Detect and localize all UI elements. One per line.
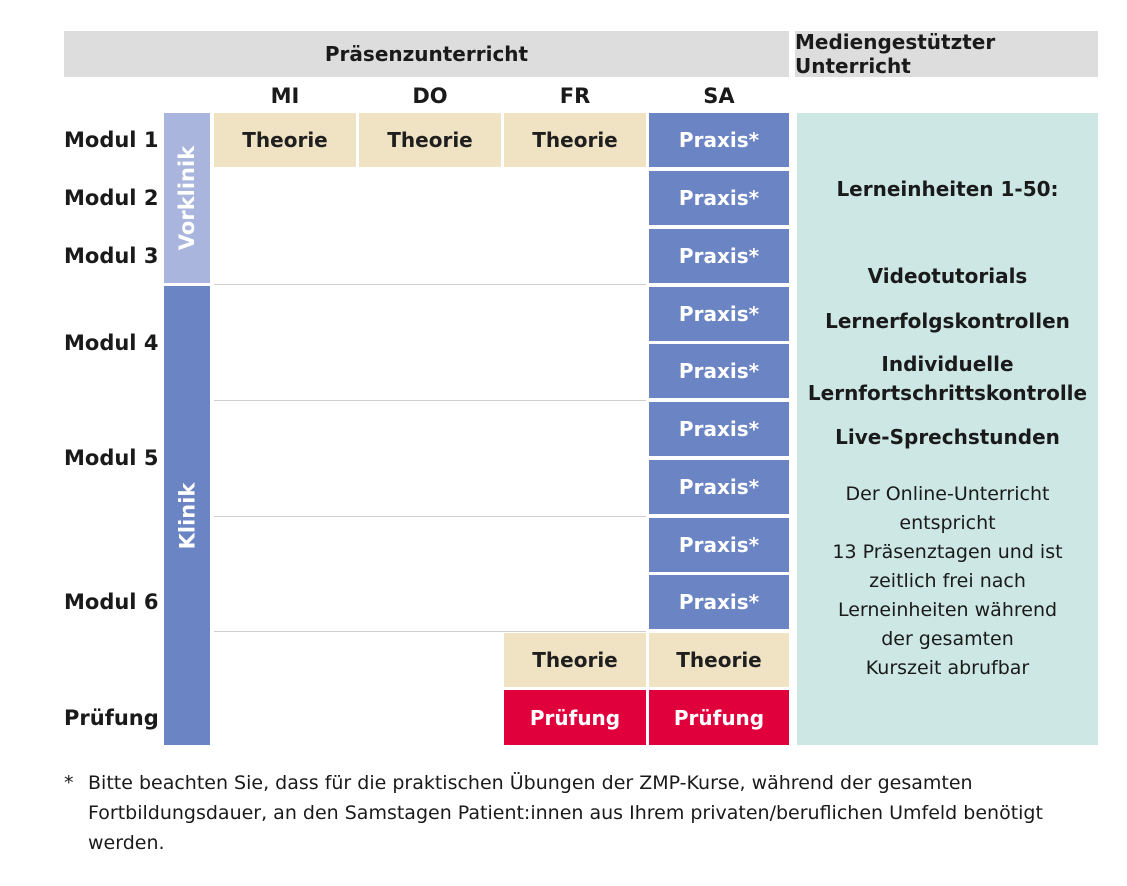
media-item: Live-Sprechstunden	[835, 425, 1060, 449]
praesenz-header	[64, 31, 789, 77]
cell-theorie-sa-final: Theorie	[649, 633, 789, 687]
praesenz-header-label: Präsenzunterricht	[324, 42, 529, 66]
klinik-band	[164, 286, 210, 745]
medien-header	[795, 31, 1098, 77]
media-desc-line: Der Online-Unterricht	[845, 483, 1050, 505]
cell-praxis: Praxis*	[649, 171, 789, 225]
vorklinik-label: Vorklinik	[175, 145, 199, 251]
media-item: Individuelle	[881, 352, 1014, 376]
row-divider	[214, 631, 646, 632]
media-desc-line: Lerneinheiten während	[837, 599, 1058, 621]
row-label-modul-1: Modul 1	[64, 128, 159, 152]
medien-header-label: Mediengestützter Unterricht	[795, 30, 996, 78]
row-label-pruefung: Prüfung	[64, 706, 159, 730]
media-desc-line: zeitlich frei nach	[869, 570, 1026, 592]
footnote-star: *	[64, 772, 74, 794]
day-do: DO	[412, 84, 448, 108]
footnote-text	[88, 768, 1108, 858]
footnote-line: Fortbildungsdauer, an den Samstagen Patient:innen aus Ihrem privaten/beruflichen Umfeld benötigt	[88, 802, 1043, 824]
row-label-modul-2: Modul 2	[64, 186, 159, 210]
medien-panel	[797, 113, 1098, 745]
cell-praxis: Praxis*	[649, 229, 789, 283]
media-desc-line: der gesamten	[881, 628, 1014, 650]
media-desc-line: entspricht	[899, 512, 996, 534]
footnote-line: werden.	[88, 832, 165, 854]
cell-praxis: Praxis*	[649, 344, 789, 398]
day-sa: SA	[703, 84, 735, 108]
cell-theorie-fr: Theorie	[504, 113, 646, 167]
row-divider	[214, 516, 646, 517]
cell-praxis: Praxis*	[649, 402, 789, 456]
media-item: Lernerfolgskontrollen	[825, 309, 1070, 333]
cell-pruefung-sa: Prüfung	[649, 690, 789, 745]
row-label-modul-6: Modul 6	[64, 590, 159, 614]
cell-praxis: Praxis*	[649, 113, 789, 167]
media-desc-line: 13 Präsenztagen und ist	[832, 541, 1063, 563]
row-label-modul-4: Modul 4	[64, 331, 159, 355]
row-label-modul-3: Modul 3	[64, 244, 159, 268]
row-divider	[214, 400, 646, 401]
media-desc-line: Kurszeit abrufbar	[865, 657, 1030, 679]
cell-theorie-do: Theorie	[359, 113, 501, 167]
cell-praxis: Praxis*	[649, 460, 789, 514]
cell-pruefung-fr: Prüfung	[504, 690, 646, 745]
day-fr: FR	[559, 84, 591, 108]
media-title: Lerneinheiten 1-50:	[836, 177, 1059, 201]
cell-praxis: Praxis*	[649, 575, 789, 629]
cell-praxis: Praxis*	[649, 287, 789, 341]
cell-praxis: Praxis*	[649, 518, 789, 572]
media-item: Videotutorials	[867, 264, 1028, 288]
cell-theorie-mi: Theorie	[214, 113, 356, 167]
cell-theorie-fr-final: Theorie	[504, 633, 646, 687]
row-divider	[214, 284, 646, 285]
vorklinik-band	[164, 113, 210, 283]
day-mi: MI	[270, 84, 300, 108]
row-label-modul-5: Modul 5	[64, 446, 159, 470]
klinik-label: Klinik	[175, 482, 200, 549]
media-item: Lernfortschrittskontrolle	[807, 381, 1088, 405]
footnote-line: Bitte beachten Sie, dass für die praktischen Übungen der ZMP-Kurse, während der gesamten	[88, 772, 973, 794]
